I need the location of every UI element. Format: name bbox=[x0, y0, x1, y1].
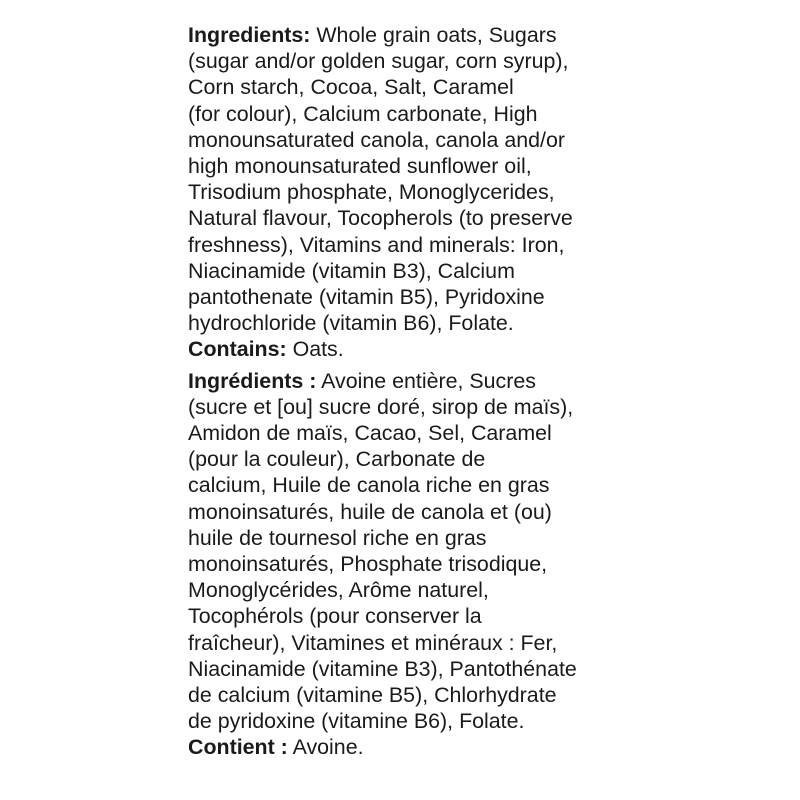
english-ingredients-line: freshness), Vitamins and minerals: Iron, bbox=[188, 232, 565, 257]
english-ingredients-heading: Ingredients: bbox=[188, 23, 311, 47]
english-ingredients-line: monounsaturated canola, canola and/or bbox=[188, 127, 565, 152]
english-contains-heading: Contains: bbox=[188, 337, 287, 362]
english-ingredients-line: Corn starch, Cocoa, Salt, Caramel bbox=[188, 75, 514, 100]
french-contains-line bbox=[188, 734, 628, 760]
french-ingredients-block bbox=[188, 368, 628, 761]
french-ingredients-line: Amidon de maïs, Cacao, Sel, Caramel bbox=[188, 421, 552, 446]
french-ingredients-heading: Ingrédients : bbox=[188, 368, 317, 393]
french-ingredients-text: Avoine entière, Sucres bbox=[316, 368, 536, 393]
english-contains-text: Oats. bbox=[286, 337, 344, 362]
english-ingredients-line: Niacinamide (vitamin B3), Calcium bbox=[188, 258, 515, 283]
english-ingredients-line: pantothenate (vitamin B5), Pyridoxine bbox=[188, 285, 545, 310]
english-ingredients-line: (sugar and/or golden sugar, corn syrup), bbox=[188, 49, 569, 74]
french-contains-heading: Contient : bbox=[188, 735, 288, 760]
english-ingredients-line: (for colour), Calcium carbonate, High bbox=[188, 101, 538, 126]
french-ingredients-line: (pour la couleur), Carbonate de bbox=[188, 447, 486, 472]
french-ingredients-line: huile de tournesol riche en gras bbox=[188, 525, 487, 550]
english-ingredients-line: Natural flavour, Tocopherols (to preserve bbox=[188, 206, 573, 231]
english-ingredients-text: Whole grain oats, Sugars bbox=[310, 23, 557, 47]
french-ingredients-line: Tocophérols (pour conserver la bbox=[188, 604, 482, 629]
french-ingredients-line: (sucre et [ou] sucre doré, sirop de maïs), bbox=[188, 394, 574, 419]
french-contains-text: Avoine. bbox=[287, 735, 364, 760]
french-ingredients-line: de calcium (vitamine B5), Chlorhydrate bbox=[188, 683, 557, 708]
french-ingredients-line-1 bbox=[188, 368, 628, 394]
french-ingredients-line: fraîcheur), Vitamines et minéraux : Fer, bbox=[188, 630, 558, 655]
english-ingredients-line: hydrochloride (vitamin B6), Folate. bbox=[188, 311, 514, 336]
english-ingredients-line: Trisodium phosphate, Monoglycerides, bbox=[188, 180, 555, 205]
french-ingredients-line: Niacinamide (vitamine B3), Pantothénate bbox=[188, 656, 577, 681]
french-ingredients-line: de pyridoxine (vitamine B6), Folate. bbox=[188, 709, 525, 734]
french-ingredients-line: monoinsaturés, huile de canola et (ou) bbox=[188, 499, 552, 524]
english-ingredients-line: high monounsaturated sunflower oil, bbox=[188, 154, 532, 179]
french-ingredients-line: Monoglycérides, Arôme naturel, bbox=[188, 578, 489, 603]
english-contains-line bbox=[188, 336, 628, 362]
french-ingredients-line: calcium, Huile de canola riche en gras bbox=[188, 473, 550, 498]
english-ingredients-block bbox=[188, 22, 628, 363]
ingredients-label-panel bbox=[188, 22, 628, 761]
french-ingredients-line: monoinsaturés, Phosphate trisodique, bbox=[188, 552, 548, 577]
english-ingredients-line-1 bbox=[188, 22, 628, 48]
